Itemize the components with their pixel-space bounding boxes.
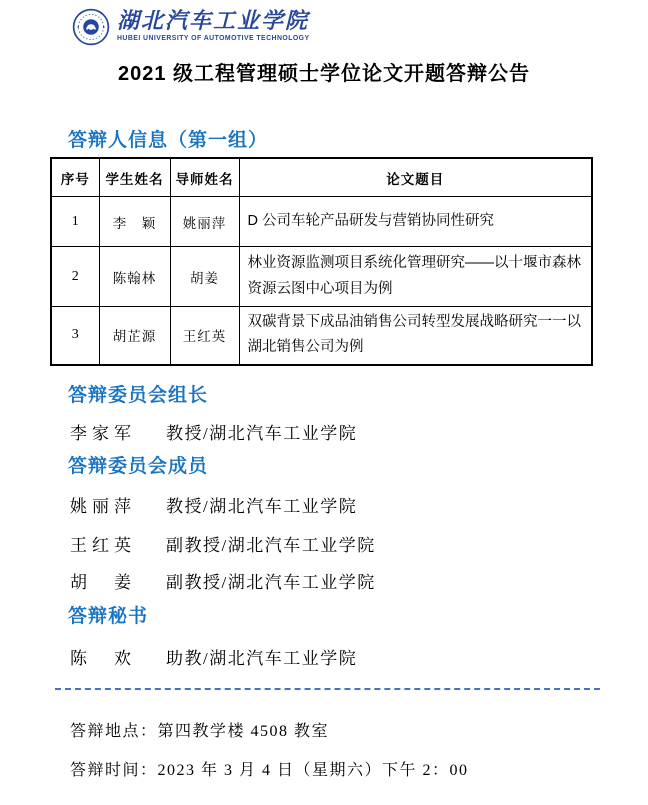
member-line <box>70 644 357 669</box>
university-logo <box>72 8 310 46</box>
university-seal-icon <box>72 8 110 46</box>
advisor-name: 王红英 <box>170 307 239 365</box>
member-name: 李家军 <box>70 424 136 443</box>
member-line <box>70 568 376 593</box>
advisor-name: 姚丽萍 <box>170 197 239 247</box>
university-name <box>117 8 310 42</box>
member-name: 王红英 <box>70 536 136 555</box>
document-title: 2021 级工程管理硕士学位论文开题答辩公告 <box>117 63 531 85</box>
col-header-advisor: 导师姓名 <box>170 158 239 197</box>
member-title: 助教/湖北汽车工业学院 <box>166 649 358 668</box>
member-name: 陈 欢 <box>70 649 136 668</box>
member-title: 副教授/湖北汽车工业学院 <box>166 536 376 555</box>
col-header-thesis-title: 论文题目 <box>239 158 592 197</box>
section-heading-defenders: 答辩人信息（第一组） <box>68 130 269 151</box>
table-row <box>51 197 592 247</box>
table-header-row <box>51 158 592 197</box>
member-line <box>70 492 357 517</box>
university-name-cn: 湖北汽车工业学院 <box>117 8 310 33</box>
thesis-title: 双碳背景下成品油销售公司转型发展战略研究一一以湖北销售公司为例 <box>239 307 592 365</box>
student-name: 李 颖 <box>99 197 170 247</box>
section-heading-members: 答辩委员会成员 <box>68 456 209 477</box>
row-no: 3 <box>51 307 99 365</box>
member-name: 胡 姜 <box>70 573 136 592</box>
dashed-divider <box>55 688 600 690</box>
member-title: 教授/湖北汽车工业学院 <box>166 497 358 516</box>
defenders-table <box>50 157 593 366</box>
student-name: 陈翰林 <box>99 247 170 307</box>
member-title: 副教授/湖北汽车工业学院 <box>166 573 376 592</box>
defense-location: 答辩地点：第四教学楼 4508 教室 <box>70 723 330 740</box>
student-name: 胡芷源 <box>99 307 170 365</box>
row-no: 1 <box>51 197 99 247</box>
member-title: 教授/湖北汽车工业学院 <box>166 424 358 443</box>
member-line <box>70 419 357 444</box>
col-header-student: 学生姓名 <box>99 158 170 197</box>
university-name-en: HUBEI UNIVERSITY OF AUTOMOTIVE TECHNOLOGY <box>117 35 310 43</box>
section-heading-chair: 答辩委员会组长 <box>68 385 209 406</box>
member-name: 姚丽萍 <box>70 497 136 516</box>
row-no: 2 <box>51 247 99 307</box>
defense-time: 答辩时间：2023 年 3 月 4 日（星期六）下午 2：00 <box>70 762 469 779</box>
table-row <box>51 307 592 365</box>
section-heading-secretary: 答辩秘书 <box>68 606 149 627</box>
member-line <box>70 531 376 556</box>
advisor-name: 胡姜 <box>170 247 239 307</box>
thesis-title: D 公司车轮产品研发与营销协同性研究 <box>239 197 592 247</box>
thesis-title: 林业资源监测项目系统化管理研究——以十堰市森林资源云图中心项目为例 <box>239 247 592 307</box>
col-header-no: 序号 <box>51 158 99 197</box>
table-row <box>51 247 592 307</box>
